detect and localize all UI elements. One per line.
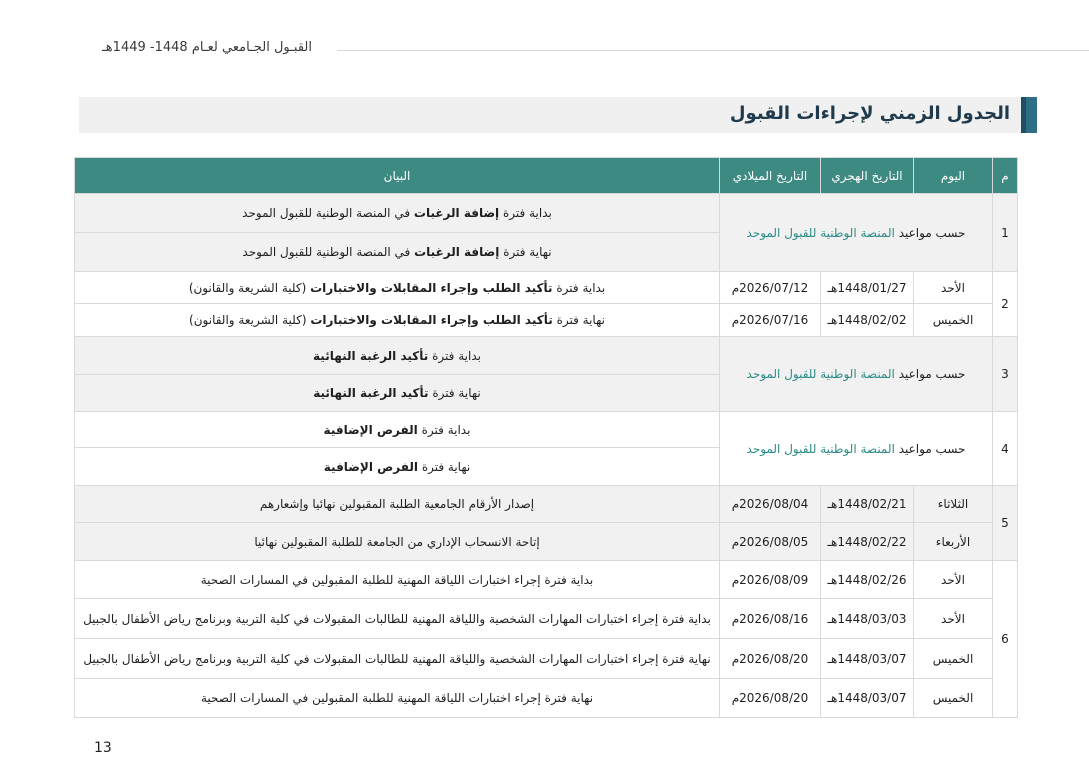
table-header-row — [75, 158, 1018, 194]
day-cell: الخميس — [914, 304, 993, 337]
hijri-date-cell: 1448/03/07هـ — [821, 679, 914, 718]
table-row — [75, 412, 1018, 448]
table-row — [75, 486, 1018, 523]
desc-bold: الفرص الإضافية — [323, 459, 418, 474]
desc-prefix: نهاية فترة — [432, 386, 481, 400]
section-title: الجدول الزمني لإجراءات القبول — [729, 103, 1010, 124]
description-cell: نهاية فترة إجراء اختبارات اللياقة المهنية للطلبة المقبولين في المسارات الصحية — [75, 679, 720, 718]
hijri-date-cell: 1448/02/02هـ — [821, 304, 914, 337]
desc-bold: الفرص الإضافية — [323, 422, 418, 437]
desc-suffix: في المنصة الوطنية للقبول الموحد — [242, 245, 411, 259]
header-hijri-date: التاريخ الهجري — [821, 158, 914, 194]
day-cell: الخميس — [914, 639, 993, 679]
desc-prefix: بداية فترة — [421, 422, 471, 437]
table-row — [75, 304, 1018, 337]
table-row — [75, 194, 1018, 233]
section-accent-block — [1021, 97, 1037, 133]
row-number: 2 — [993, 272, 1018, 337]
description-cell — [75, 412, 720, 448]
header-num: م — [993, 158, 1018, 194]
desc-bold: تأكيد الرغبة النهائية — [313, 348, 429, 363]
day-cell: الأربعاء — [914, 523, 993, 561]
desc-prefix: بداية فترة — [556, 280, 606, 295]
hijri-date-cell: 1448/01/27هـ — [821, 272, 914, 304]
description-cell: بداية فترة إجراء اختبارات المهارات الشخصية واللياقة المهنية للطالبات المقبولات في كلية التربية وبرنامج رياض الأطفال بالجبيل — [75, 599, 720, 639]
hijri-date-cell: 1448/02/21هـ — [821, 486, 914, 523]
row-number: 4 — [993, 412, 1018, 486]
desc-prefix: نهاية فترة — [556, 313, 605, 327]
desc-bold: تأكيد الطلب وإجراء المقابلات والاختبارات — [310, 313, 553, 327]
table-row — [75, 523, 1018, 561]
description-cell — [75, 448, 720, 486]
row-number: 5 — [993, 486, 1018, 561]
day-cell: الأحد — [914, 561, 993, 599]
schedule-table — [74, 157, 1018, 718]
row-number: 1 — [993, 194, 1018, 272]
row-number: 6 — [993, 561, 1018, 718]
gregorian-date-cell: 2026/08/04م — [720, 486, 821, 523]
desc-prefix: نهاية فترة — [421, 459, 471, 474]
desc-suffix: في المنصة الوطنية للقبول الموحد — [242, 206, 411, 220]
platform-schedule-cell — [720, 337, 993, 412]
platform-link[interactable]: المنصة الوطنية للقبول الموحد — [746, 225, 895, 240]
platform-schedule-cell — [720, 194, 993, 272]
desc-prefix: نهاية فترة — [503, 245, 552, 259]
platform-link[interactable]: المنصة الوطنية للقبول الموحد — [746, 367, 895, 381]
page-number: 13 — [94, 740, 112, 756]
day-cell: الأحد — [914, 599, 993, 639]
table-row — [75, 639, 1018, 679]
description-cell: بداية فترة إجراء اختبارات اللياقة المهنية للطلبة المقبولين في المسارات الصحية — [75, 561, 720, 599]
day-cell: الأحد — [914, 272, 993, 304]
hijri-date-cell: 1448/02/22هـ — [821, 523, 914, 561]
header-description: البيان — [75, 158, 720, 194]
platform-schedule-cell — [720, 412, 993, 486]
table-row — [75, 272, 1018, 304]
gregorian-date-cell: 2026/08/20م — [720, 639, 821, 679]
description-cell — [75, 304, 720, 337]
table-row — [75, 337, 1018, 375]
description-cell — [75, 272, 720, 304]
desc-bold: تأكيد الرغبة النهائية — [313, 386, 429, 400]
header-day: اليوم — [914, 158, 993, 194]
gregorian-date-cell: 2026/07/16م — [720, 304, 821, 337]
table-row — [75, 561, 1018, 599]
desc-suffix: (كلية الشريعة والقانون) — [188, 280, 307, 295]
platform-prefix: حسب مواعيد — [898, 441, 966, 456]
description-cell — [75, 194, 720, 233]
gregorian-date-cell: 2026/07/12م — [720, 272, 821, 304]
hijri-date-cell: 1448/03/03هـ — [821, 599, 914, 639]
hijri-date-cell: 1448/03/07هـ — [821, 639, 914, 679]
gregorian-date-cell: 2026/08/16م — [720, 599, 821, 639]
desc-prefix: بداية فترة — [503, 206, 552, 220]
desc-prefix: بداية فترة — [432, 348, 481, 363]
gregorian-date-cell: 2026/08/05م — [720, 523, 821, 561]
description-cell: إتاحة الانسحاب الإداري من الجامعة للطلبة المقبولين نهائيا — [75, 523, 720, 561]
table-row — [75, 679, 1018, 718]
description-cell — [75, 337, 720, 375]
platform-prefix: حسب مواعيد — [898, 225, 966, 240]
desc-bold: إضافة الرغبات — [414, 245, 500, 259]
table-row — [75, 599, 1018, 639]
description-cell: نهاية فترة إجراء اختبارات المهارات الشخصية واللياقة المهنية للطالبات المقبولات في كلية التربية وبرنامج رياض الأطفال بالجبيل — [75, 639, 720, 679]
gregorian-date-cell: 2026/08/20م — [720, 679, 821, 718]
desc-bold: تأكيد الطلب وإجراء المقابلات والاختبارات — [310, 280, 553, 295]
day-cell: الثلاثاء — [914, 486, 993, 523]
day-cell: الخميس — [914, 679, 993, 718]
row-number: 3 — [993, 337, 1018, 412]
platform-link[interactable]: المنصة الوطنية للقبول الموحد — [746, 441, 895, 456]
header-rule — [337, 50, 1089, 51]
platform-prefix: حسب مواعيد — [898, 367, 966, 381]
header-gregorian-date: التاريخ الميلادي — [720, 158, 821, 194]
desc-suffix: (كلية الشريعة والقانون) — [189, 313, 307, 327]
gregorian-date-cell: 2026/08/09م — [720, 561, 821, 599]
desc-bold: إضافة الرغبات — [413, 206, 500, 220]
hijri-date-cell: 1448/02/26هـ — [821, 561, 914, 599]
header-title: القبـول الجـامعي لعـام 1448- 1449هـ — [102, 40, 312, 55]
description-cell — [75, 375, 720, 412]
description-cell: إصدار الأرقام الجامعية الطلبة المقبولين نهائيا وإشعارهم — [75, 486, 720, 523]
description-cell — [75, 233, 720, 272]
